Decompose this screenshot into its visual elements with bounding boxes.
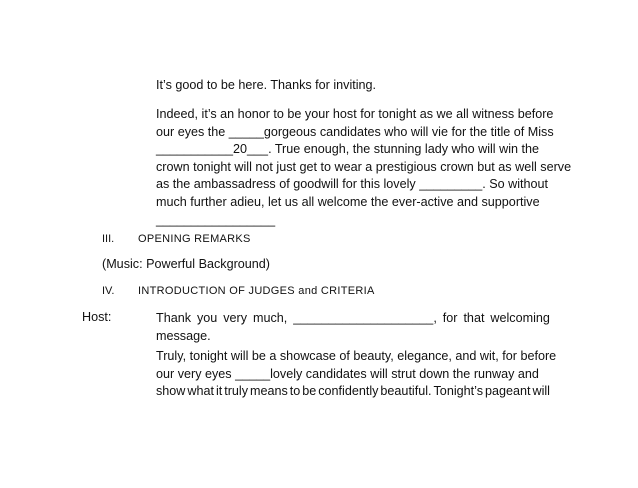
paragraph-greeting: [156, 77, 550, 95]
word: truly: [224, 384, 249, 399]
word: confidently: [318, 384, 379, 399]
word: Tonight’s: [433, 384, 483, 399]
speaker-label: Host:: [82, 310, 112, 324]
section-heading-opening-remarks: OPENING REMARKS: [138, 233, 251, 245]
word: what: [187, 384, 214, 399]
music-note: (Music: Powerful Background): [102, 257, 270, 271]
word: show: [156, 384, 186, 399]
text-line: our eyes the _____gorgeous candidates who will vie for the title of Miss: [156, 124, 554, 139]
word: will: [532, 384, 550, 399]
word: means: [249, 384, 288, 399]
section-numeral-4: IV.: [102, 285, 115, 297]
text-line: much further adieu, let us all welcome the ever-active and supportive: [156, 194, 540, 209]
word: Thank: [156, 311, 192, 325]
word: that: [463, 311, 485, 325]
text-line-justified: [156, 383, 550, 401]
text-line: Truly, tonight will be a showcase of beauty, elegance, and wit, for before: [156, 349, 557, 363]
text-line: ___________20___. True enough, the stunning lady who will win the: [156, 142, 539, 157]
word: very: [223, 311, 248, 325]
paragraph-host-thanks: [156, 310, 550, 345]
paragraph-host-intro: [156, 106, 572, 229]
word: to: [289, 384, 301, 399]
text-line: our very eyes _____lovely candidates will strut down the runway and: [156, 366, 539, 381]
word: you: [196, 311, 218, 325]
section-numeral-3: III.: [102, 233, 115, 245]
word: for: [442, 311, 458, 325]
word: ____________________,: [293, 311, 437, 325]
word: welcoming: [490, 311, 550, 325]
word: it: [215, 384, 223, 399]
text-line: as the ambassadress of goodwill for this lovely _________. So without: [156, 177, 549, 192]
text-line-justified: [156, 310, 550, 328]
paragraph-showcase: [156, 348, 557, 401]
text-line: Indeed, it’s an honor to be your host for tonight as we all witness before: [156, 107, 554, 121]
word: beautiful.: [380, 384, 432, 399]
text-line: crown tonight will not just get to wear a prestigious crown but as well serve: [156, 159, 572, 174]
word: much,: [252, 311, 288, 325]
text-line: It’s good to be here. Thanks for inviting.: [156, 78, 377, 92]
text-line: message.: [156, 328, 211, 343]
section-heading-judges-criteria: INTRODUCTION OF JUDGES and CRITERIA: [138, 285, 375, 297]
text-line: _________________: [156, 212, 276, 227]
word: be: [302, 384, 317, 399]
word: pageant: [484, 384, 531, 399]
